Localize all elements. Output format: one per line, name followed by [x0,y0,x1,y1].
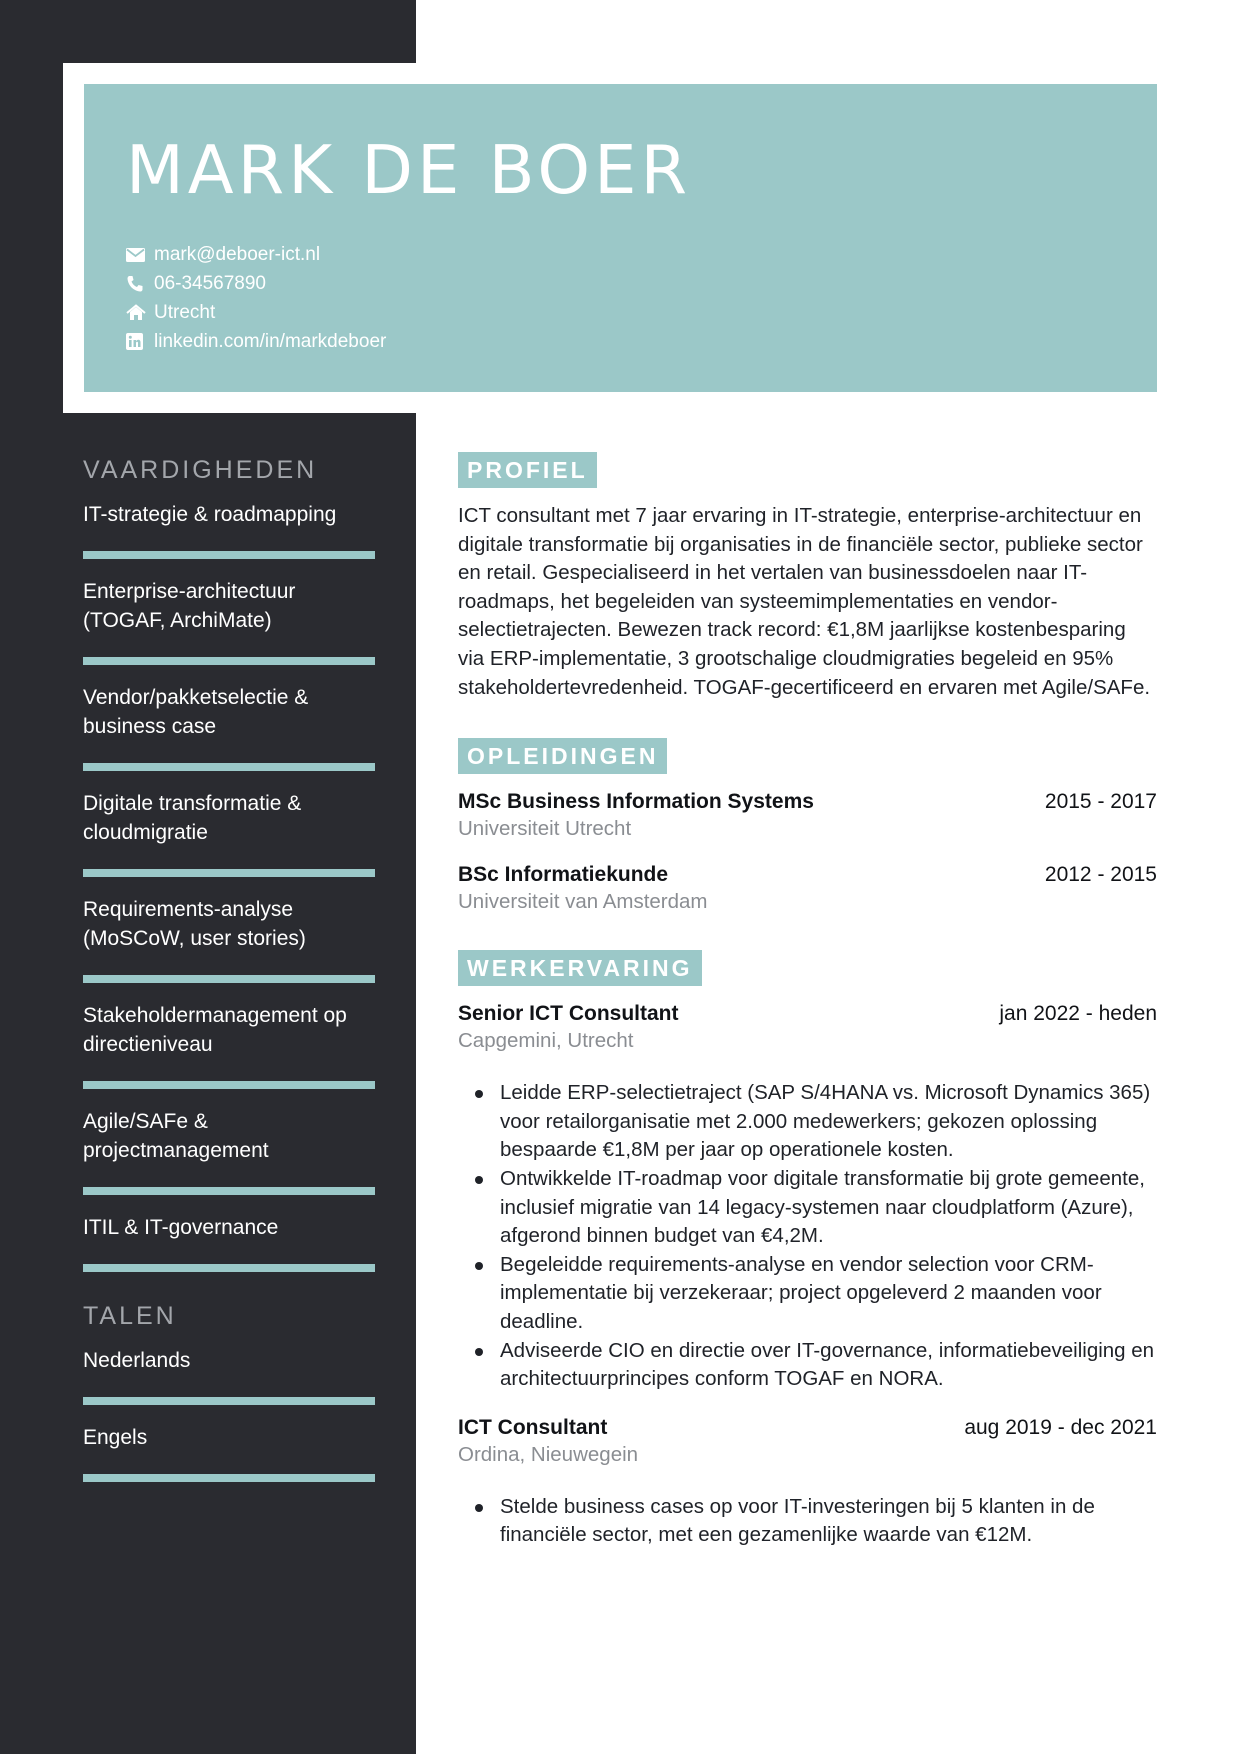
skills-heading: VAARDIGHEDEN [83,456,318,484]
skill-bar [83,763,375,771]
bullet-item [458,1079,1157,1165]
bullet-text: Begeleidde requirements-analyse en vendor selection voor CRM-implementatie bij verzekeraar; project opgeleverd 2 maanden voor deadline. [500,1252,1102,1333]
skill-bar [83,869,375,877]
skill-label: ITIL & IT-governance [83,1216,279,1239]
skill-item [83,895,375,983]
phone-icon [126,275,154,293]
institution: Universiteit Utrecht [458,817,632,841]
skill-bar [83,975,375,983]
contact-email [126,240,1157,269]
job-company: Ordina, Nieuwegein [458,1442,639,1466]
bullet-dot [475,1262,483,1270]
home-icon [126,304,154,321]
contact-email-text: mark@deboer-ict.nl [154,243,321,265]
contact-list [126,240,1157,356]
skill-bar [83,1264,375,1272]
degree-dates: 2015 - 2017 [1044,790,1157,814]
contact-location [126,298,1157,327]
contact-location-text: Utrecht [154,301,216,323]
job-bullets [458,1493,1157,1550]
contact-linkedin-text: linkedin.com/in/markdeboer [154,330,387,352]
degree-title: MSc Business Information Systems [458,790,814,814]
skill-item [83,1107,375,1195]
education-heading: OPLEIDINGEN [458,738,667,774]
bullet-dot [475,1176,483,1184]
education-entry [458,863,1157,914]
degree-dates: 2012 - 2015 [1044,863,1157,887]
skill-label: IT-strategie & roadmapping [83,503,337,526]
bullet-text: Stelde business cases op voor IT-investeringen bij 5 klanten in de financiële sector, met een gezamenlijke waarde van €12M. [500,1494,1095,1547]
bullet-item [458,1251,1157,1337]
skill-item [83,1213,375,1272]
skill-bar [83,1081,375,1089]
linkedin-icon [126,333,154,350]
language-label: Engels [83,1426,148,1449]
candidate-name: MARK DE BOER [126,131,692,209]
languages-list [83,1346,375,1482]
bullet-text: Leidde ERP-selectietraject (SAP S/4HANA vs. Microsoft Dynamics 365) voor retailorganisatie met 2.000 medewerkers; gekozen oplossing bespaarde €1,8M per jaar op operationele kosten. [500,1081,1151,1162]
envelope-icon [126,248,154,262]
language-label: Nederlands [83,1349,191,1372]
contact-phone [126,269,1157,298]
contact-linkedin [126,327,1157,356]
job-title: Senior ICT Consultant [458,1002,679,1026]
education-entry [458,790,1157,841]
skill-label: Stakeholdermanagement op directieniveau [83,1004,347,1056]
skill-label: Vendor/pakketselectie & business case [83,686,309,738]
languages-heading: TALEN [83,1302,177,1330]
profile-section [458,452,1157,702]
bullet-dot [475,1348,483,1356]
experience-heading: WERKERVARING [458,950,702,986]
bullet-text: Adviseerde CIO en directie over IT-governance, informatiebeveiliging en architectuurprincipes conform TOGAF en NORA. [500,1338,1155,1391]
contact-phone-text: 06-34567890 [154,272,266,294]
skill-bar [83,551,375,559]
job-dates: aug 2019 - dec 2021 [964,1415,1157,1439]
job-company: Capgemini, Utrecht [458,1029,634,1053]
skill-item [83,500,375,559]
profile-text: ICT consultant met 7 jaar ervaring in IT-strategie, enterprise-architectuur en digitale transformatie bij organisaties in de financiële sector, publieke sector en retail. Gespecialiseerd in het vertalen van businessdoelen naar IT-roadmaps, het begeleiden van systeemimplementaties en vendor-selectietrajecten. Bewezen track record: €1,8M jaarlijkse kostenbesparing via ERP-implementatie, 3 grootschalige cloudmigraties begeleid en 95% stakeholdertevredenheid. TOGAF-gecertificeerd en ervaren met Agile/SAFe. [458,504,1151,699]
skills-list [83,500,375,1272]
degree-title: BSc Informatiekunde [458,863,669,887]
bullet-item [458,1493,1157,1550]
language-bar [83,1474,375,1482]
job-bullets [458,1079,1157,1394]
skill-label: Agile/SAFe & projectmanagement [83,1110,269,1162]
skill-item [83,683,375,771]
bullet-dot [475,1504,483,1512]
skill-item [83,577,375,665]
skill-bar [83,657,375,665]
job-entry [458,1002,1157,1394]
main-content [458,452,1157,1550]
profile-heading: PROFIEL [458,452,597,488]
sidebar-content [83,452,375,1500]
bullet-item [458,1337,1157,1394]
language-item [83,1346,375,1405]
job-title: ICT Consultant [458,1415,608,1439]
education-section [458,738,1157,914]
skill-item [83,789,375,877]
job-entry [458,1416,1157,1550]
job-dates: jan 2022 - heden [999,1002,1157,1026]
bullet-text: Ontwikkelde IT-roadmap voor digitale transformatie bij grote gemeente, inclusief migratie van 14 legacy-systemen naar cloudplatform (Azure), afgerond binnen budget van €4,2M. [500,1166,1145,1248]
language-bar [83,1397,375,1405]
bullet-item [458,1165,1157,1251]
skill-label: Digitale transformatie & cloudmigratie [83,792,302,844]
skill-item [83,1001,375,1089]
experience-section [458,950,1157,1550]
bullet-dot [475,1090,483,1098]
skill-label: Requirements-analyse (MoSCoW, user stories) [83,898,306,950]
header-banner [84,84,1157,392]
language-item [83,1423,375,1482]
skill-label: Enterprise-architectuur (TOGAF, ArchiMate) [83,580,296,632]
institution: Universiteit van Amsterdam [458,890,708,914]
skill-bar [83,1187,375,1195]
